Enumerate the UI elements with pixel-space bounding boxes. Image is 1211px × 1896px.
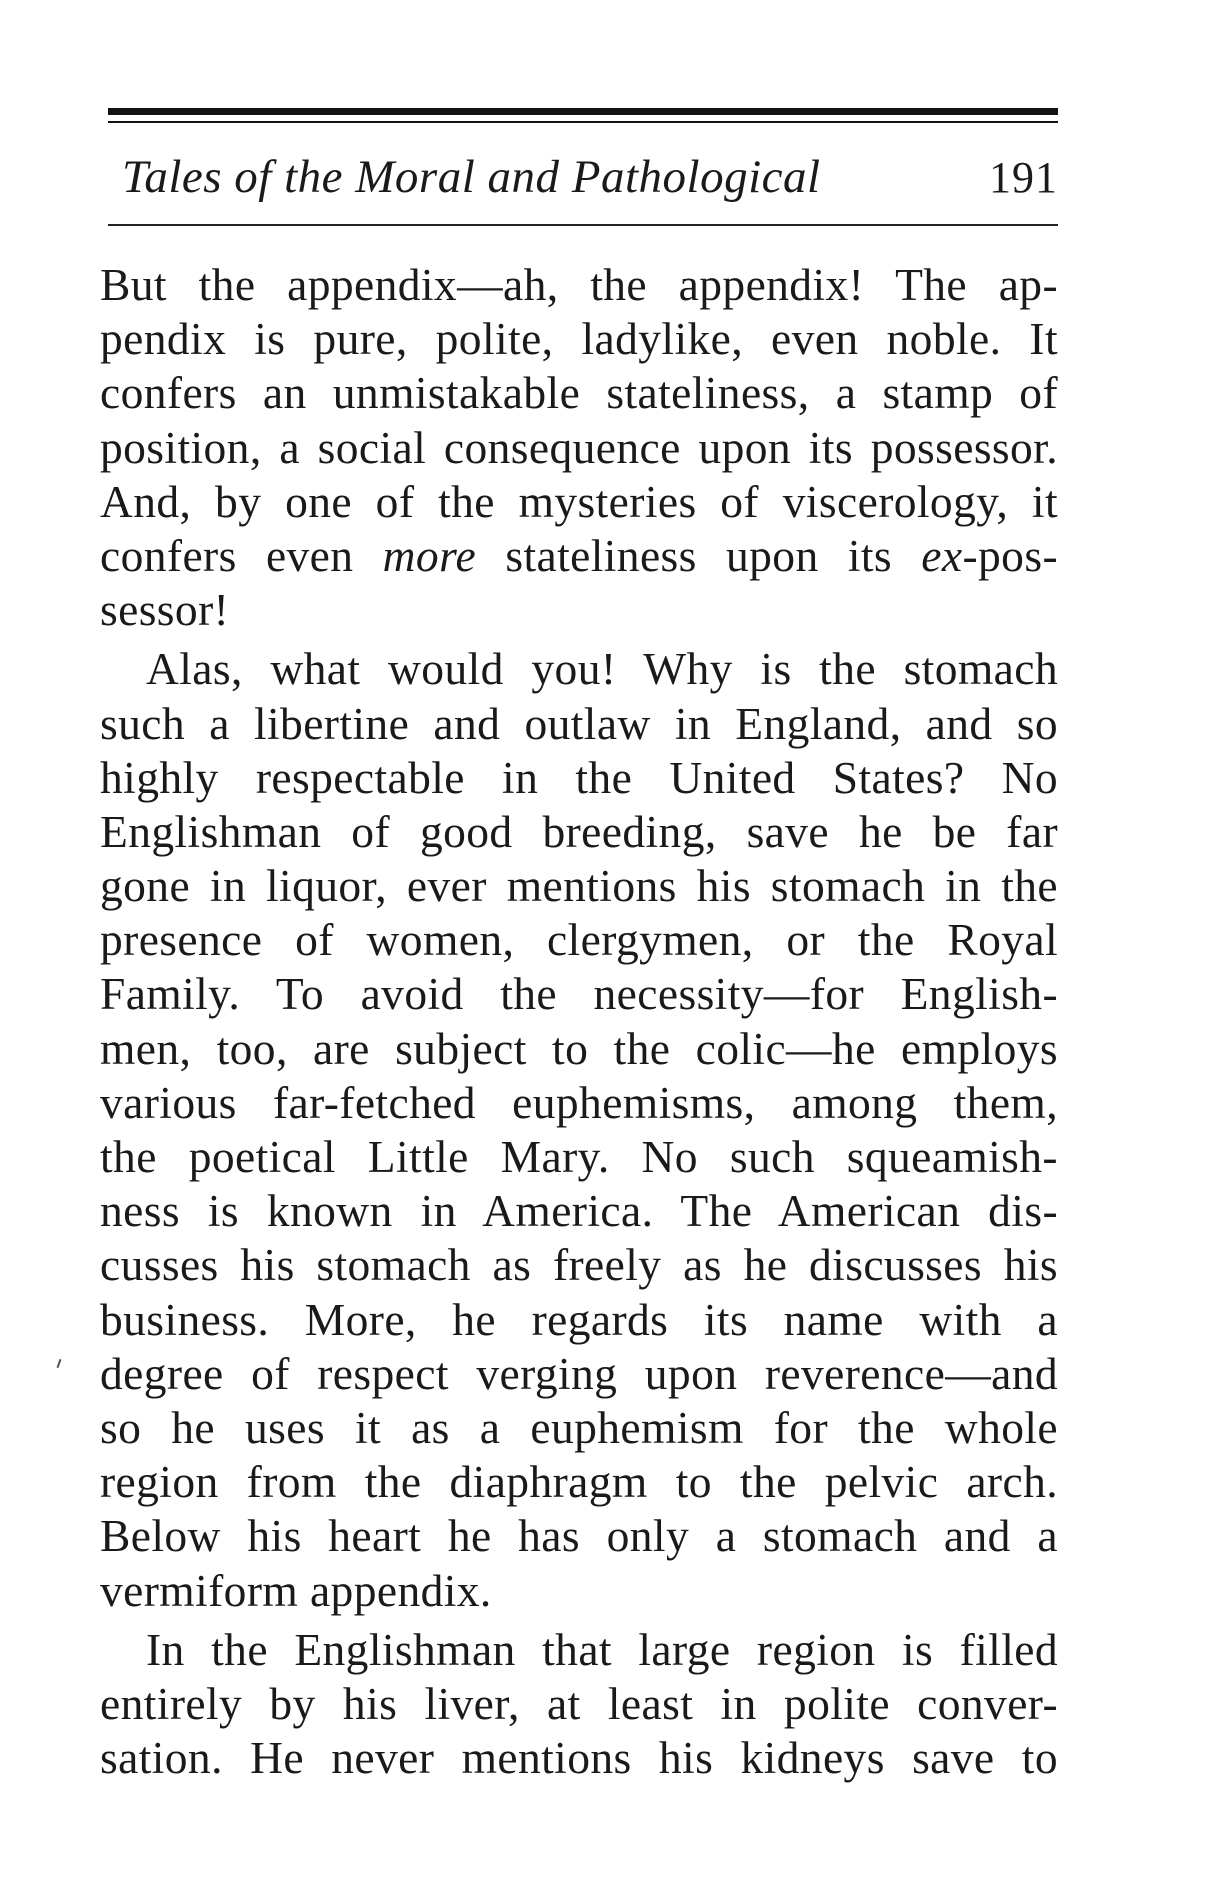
margin-tick-mark	[57, 1359, 62, 1368]
text-line: presence of women, clergymen, or the Royal	[100, 914, 1058, 966]
text-line: men, too, are subject to the colic—he employs	[100, 1022, 1058, 1074]
text-line: position, a social consequence upon its possessor.	[100, 421, 1058, 473]
header-rule-thin	[108, 121, 1058, 123]
text-line: sation. He never mentions his kidneys save to	[100, 1732, 1058, 1784]
text-line: highly respectable in the United States? No	[100, 751, 1058, 803]
text-line: ness is known in America. The American dis-	[100, 1185, 1058, 1237]
paragraph-first-line: In the Englishman that large region is filled	[146, 1623, 1058, 1675]
text-line: Below his heart he has only a stomach and a	[100, 1510, 1058, 1562]
header-rule-thick	[108, 108, 1058, 115]
text-line: sessor!	[100, 584, 230, 636]
text-line: confers even more stateliness upon its ex-pos-	[100, 529, 1058, 581]
text-line: business. More, he regards its name with a	[100, 1293, 1058, 1345]
text-line: cusses his stomach as freely as he discusses his	[100, 1239, 1058, 1291]
text-line: various far-fetched euphemisms, among them,	[100, 1076, 1058, 1128]
text-line: entirely by his liver, at least in polite conver-	[100, 1677, 1058, 1729]
text-line: pendix is pure, polite, ladylike, even noble. It	[100, 313, 1058, 365]
text-line: Family. To avoid the necessity—for English-	[100, 968, 1058, 1020]
text-line: confers an unmistakable stateliness, a stamp of	[100, 367, 1058, 419]
italic-prefix: ex	[921, 529, 963, 581]
text-line: vermiform appendix.	[100, 1564, 492, 1616]
italic-word: more	[382, 529, 477, 581]
running-head	[122, 150, 1058, 210]
text-line: But the appendix—ah, the appendix! The ap-	[100, 259, 1058, 310]
paragraph-first-line: Alas, what would you! Why is the stomach	[146, 643, 1058, 695]
page-number: 191	[989, 153, 1058, 202]
text-line: region from the diaphragm to the pelvic arch.	[100, 1456, 1058, 1508]
text-line: And, by one of the mysteries of viscerology, it	[100, 475, 1058, 527]
text-line: Englishman of good breeding, save he be far	[100, 805, 1058, 857]
running-title: Tales of the Moral and Pathological	[122, 151, 821, 203]
text-line: so he uses it as a euphemism for the whole	[100, 1401, 1058, 1453]
text-line: degree of respect verging upon reverence—and	[100, 1347, 1058, 1399]
text-line: the poetical Little Mary. No such squeamish-	[100, 1131, 1058, 1182]
text-line: gone in liquor, ever mentions his stomach in the	[100, 860, 1058, 912]
header-underline-rule	[108, 224, 1058, 226]
body-text	[100, 258, 1058, 1785]
text-line: such a libertine and outlaw in England, and so	[100, 697, 1058, 749]
